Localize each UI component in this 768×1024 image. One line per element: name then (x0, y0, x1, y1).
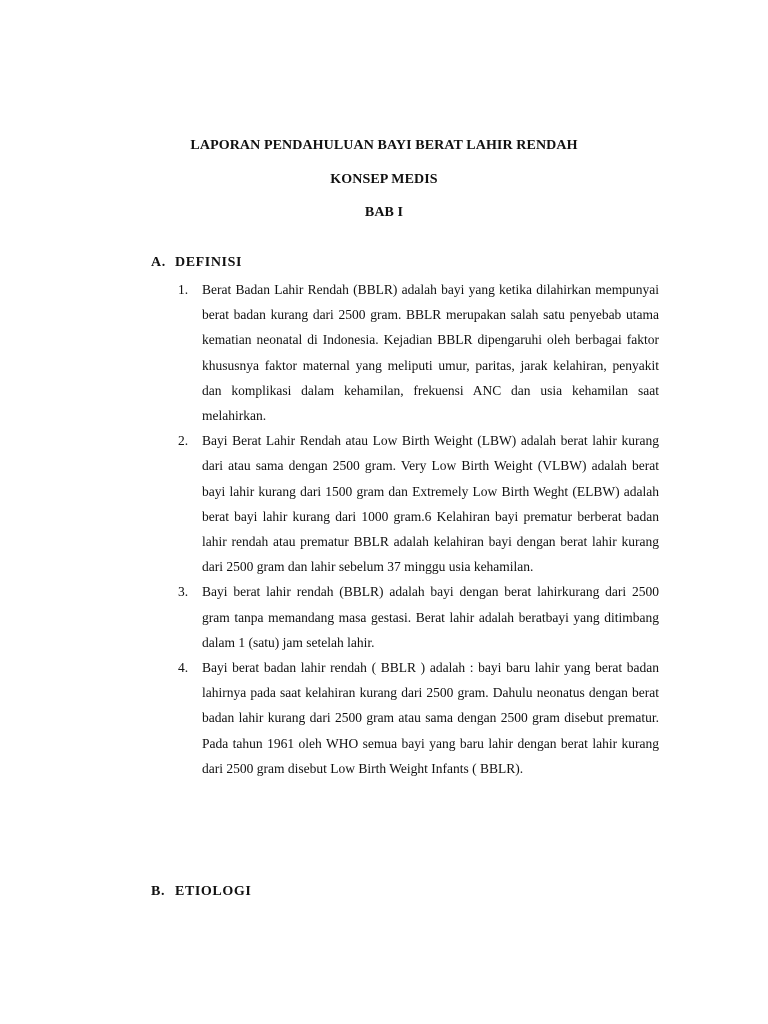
section-b-title: ETIOLOGI (175, 884, 252, 899)
document-title: LAPORAN PENDAHULUAN BAYI BERAT LAHIR RENDAH (190, 138, 578, 153)
item-number: 1. (178, 282, 189, 297)
definition-list (178, 277, 659, 781)
item-text: Bayi berat lahir rendah (BBLR) adalah bayi dengan berat lahirkurang dari 2500 gram tanpa memandang masa gestasi. Berat lahir adalah beratbayi yang ditimbang dalam 1 (satu) jam setelah lahir. (202, 584, 659, 650)
item-text: Bayi berat badan lahir rendah ( BBLR ) adalah : bayi baru lahir yang berat badan lahirnya pada saat kelahiran kurang dari 2500 gram. Dahulu neonatus dengan berat badan lahir kurang dari 2500 gram atau sama dengan 2500 gram disebut prematur. Pada tahun 1961 oleh WHO semua bayi yang baru lahir dengan berat lahir kurang dari 2500 gram disebut Low Birth Weight Infants ( BBLR). (202, 660, 659, 776)
definition-item-3 (178, 579, 659, 655)
item-number: 2. (178, 433, 189, 449)
item-text: Berat Badan Lahir Rendah (BBLR) adalah bayi yang ketika dilahirkan mempunyai berat badan kurang dari 2500 gram. BBLR merupakan salah satu penyebab utama kematian neonatal di Indonesia. Kejadian BBLR dipengaruhi oleh berbagai faktor khususnya faktor maternal yang meliputi umur, paritas, jarak kelahiran, penyakit dan komplikasi dalam kehamilan, frekuensi ANC dan usia kehamilan saat melahirkan. (202, 282, 659, 424)
document-subtitle: KONSEP MEDIS (330, 172, 438, 187)
definition-item-2 (178, 428, 659, 579)
section-a-heading (151, 255, 242, 271)
section-b-letter: B. (151, 884, 166, 899)
definition-item-1 (178, 277, 659, 428)
item-number: 3. (178, 584, 189, 600)
item-number: 4. (178, 660, 189, 676)
section-b-heading (151, 884, 251, 900)
section-a-title: DEFINISI (175, 255, 243, 270)
section-a-letter: A. (151, 255, 166, 270)
chapter-heading: BAB I (364, 205, 404, 220)
item-text: Bayi Berat Lahir Rendah atau Low Birth Weight (LBW) adalah berat lahir kurang dari atau sama dengan 2500 gram. Very Low Birth Weight (VLBW) adalah berat bayi lahir kurang dari 1500 gram dan Extremely Low Birth Weght (ELBW) adalah berat bayi lahir kurang dari 1000 gram.6 Kelahiran bayi prematur berberat badan lahir rendah atau prematur BBLR adalah kelahiran bayi dengan berat lahir kurang dari 2500 gram dan lahir sebelum 37 minggu usia kehamilan. (202, 433, 659, 575)
definition-item-4 (178, 655, 659, 781)
